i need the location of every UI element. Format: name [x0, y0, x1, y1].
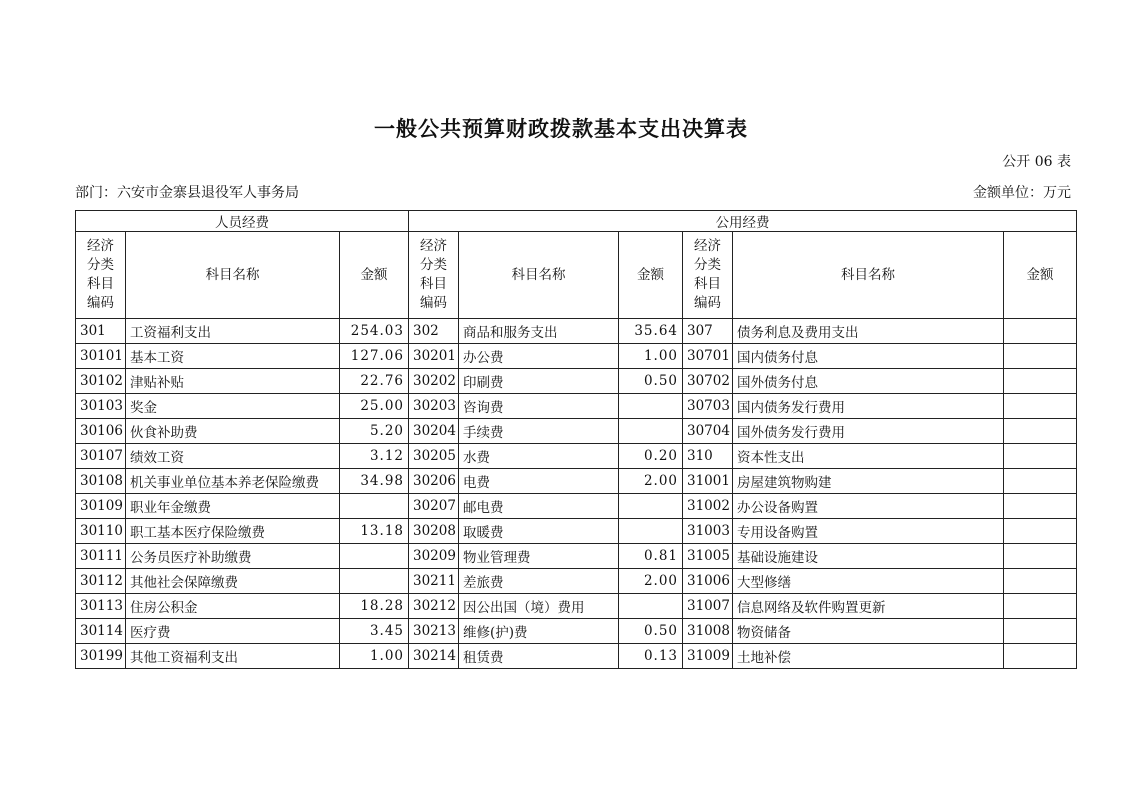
cell-code: 30201 — [409, 344, 459, 369]
cell-amount: 2.00 — [619, 569, 683, 594]
cell-amount — [619, 519, 683, 544]
cell-amount — [1004, 319, 1077, 344]
col-header-name: 科目名称 — [459, 232, 619, 319]
cell-amount — [1004, 519, 1077, 544]
table-row — [76, 394, 1077, 419]
cell-code: 30205 — [409, 444, 459, 469]
cell-code: 30102 — [76, 369, 126, 394]
cell-code: 310 — [683, 444, 733, 469]
cell-code: 30202 — [409, 369, 459, 394]
table-row — [76, 369, 1077, 394]
cell-code: 30109 — [76, 494, 126, 519]
col-header-code-text: 经济分类科目编码 — [694, 238, 721, 311]
cell-code: 30701 — [683, 344, 733, 369]
cell-code: 31008 — [683, 619, 733, 644]
cell-name: 国外债务发行费用 — [733, 419, 1004, 444]
cell-name: 因公出国（境）费用 — [459, 594, 619, 619]
cell-name: 基础设施建设 — [733, 544, 1004, 569]
cell-code: 30112 — [76, 569, 126, 594]
cell-name: 土地补偿 — [733, 644, 1004, 669]
cell-code: 30207 — [409, 494, 459, 519]
cell-name: 差旅费 — [459, 569, 619, 594]
cell-code: 31005 — [683, 544, 733, 569]
cell-code: 307 — [683, 319, 733, 344]
personnel-expense-group-header: 人员经费 — [76, 211, 409, 232]
cell-amount: 35.64 — [619, 319, 683, 344]
col-header-code — [76, 232, 126, 319]
cell-code: 30101 — [76, 344, 126, 369]
cell-name: 邮电费 — [459, 494, 619, 519]
cell-amount: 127.06 — [340, 344, 409, 369]
cell-name: 其他社会保障缴费 — [126, 569, 340, 594]
cell-amount: 0.20 — [619, 444, 683, 469]
col-header-code-text: 经济分类科目编码 — [420, 238, 447, 311]
public-expense-group-header: 公用经费 — [409, 211, 1077, 232]
cell-code: 31001 — [683, 469, 733, 494]
cell-amount: 1.00 — [340, 644, 409, 669]
table-row — [76, 319, 1077, 344]
cell-name: 津贴补贴 — [126, 369, 340, 394]
cell-amount: 3.12 — [340, 444, 409, 469]
cell-name: 办公设备购置 — [733, 494, 1004, 519]
cell-name: 机关事业单位基本养老保险缴费 — [126, 469, 340, 494]
col-header-amount: 金额 — [619, 232, 683, 319]
cell-name: 物资储备 — [733, 619, 1004, 644]
cell-amount — [340, 544, 409, 569]
cell-name: 奖金 — [126, 394, 340, 419]
cell-amount: 5.20 — [340, 419, 409, 444]
table-row — [76, 594, 1077, 619]
cell-amount: 18.28 — [340, 594, 409, 619]
cell-name: 维修(护)费 — [459, 619, 619, 644]
cell-amount — [1004, 444, 1077, 469]
col-header-code — [683, 232, 733, 319]
table-row — [76, 544, 1077, 569]
cell-amount: 34.98 — [340, 469, 409, 494]
cell-code: 30211 — [409, 569, 459, 594]
cell-code: 30702 — [683, 369, 733, 394]
cell-name: 手续费 — [459, 419, 619, 444]
table-row — [76, 619, 1077, 644]
cell-amount — [619, 494, 683, 519]
cell-name: 伙食补助费 — [126, 419, 340, 444]
cell-amount — [1004, 344, 1077, 369]
cell-name: 医疗费 — [126, 619, 340, 644]
cell-amount: 254.03 — [340, 319, 409, 344]
col-header-name: 科目名称 — [733, 232, 1004, 319]
cell-name: 公务员医疗补助缴费 — [126, 544, 340, 569]
cell-code: 30103 — [76, 394, 126, 419]
cell-code: 30213 — [409, 619, 459, 644]
cell-amount — [340, 569, 409, 594]
cell-name: 取暖费 — [459, 519, 619, 544]
cell-name: 商品和服务支出 — [459, 319, 619, 344]
cell-name: 专用设备购置 — [733, 519, 1004, 544]
table-row — [76, 569, 1077, 594]
cell-name: 租赁费 — [459, 644, 619, 669]
cell-name: 其他工资福利支出 — [126, 644, 340, 669]
col-header-amount: 金额 — [1004, 232, 1077, 319]
col-header-code-text: 经济分类科目编码 — [87, 238, 114, 311]
cell-amount — [1004, 544, 1077, 569]
cell-code: 30108 — [76, 469, 126, 494]
cell-code: 30114 — [76, 619, 126, 644]
cell-name: 房屋建筑物购建 — [733, 469, 1004, 494]
table-row — [76, 644, 1077, 669]
cell-name: 物业管理费 — [459, 544, 619, 569]
cell-amount: 1.00 — [619, 344, 683, 369]
cell-code: 31009 — [683, 644, 733, 669]
cell-name: 咨询费 — [459, 394, 619, 419]
form-number: 公开 06 表 — [1002, 154, 1071, 170]
cell-name: 印刷费 — [459, 369, 619, 394]
cell-code: 30204 — [409, 419, 459, 444]
cell-amount — [1004, 619, 1077, 644]
cell-code: 30107 — [76, 444, 126, 469]
cell-name: 绩效工资 — [126, 444, 340, 469]
cell-code: 301 — [76, 319, 126, 344]
page-title: 一般公共预算财政拨款基本支出决算表 — [374, 117, 748, 141]
table-row — [76, 494, 1077, 519]
cell-name: 国内债务发行费用 — [733, 394, 1004, 419]
cell-code: 30203 — [409, 394, 459, 419]
cell-name: 住房公积金 — [126, 594, 340, 619]
cell-name: 办公费 — [459, 344, 619, 369]
cell-name: 大型修缮 — [733, 569, 1004, 594]
department-label: 部门：六安市金寨县退役军人事务局 — [75, 185, 299, 201]
cell-amount: 22.76 — [340, 369, 409, 394]
cell-code: 31003 — [683, 519, 733, 544]
cell-code: 30209 — [409, 544, 459, 569]
cell-amount — [340, 494, 409, 519]
cell-amount — [1004, 594, 1077, 619]
cell-name: 债务利息及费用支出 — [733, 319, 1004, 344]
cell-name: 职业年金缴费 — [126, 494, 340, 519]
cell-code: 30704 — [683, 419, 733, 444]
col-header-name: 科目名称 — [126, 232, 340, 319]
cell-name: 信息网络及软件购置更新 — [733, 594, 1004, 619]
table-row — [76, 419, 1077, 444]
cell-amount — [1004, 469, 1077, 494]
amount-unit-label: 金额单位：万元 — [973, 185, 1071, 201]
cell-code: 30214 — [409, 644, 459, 669]
cell-name: 水费 — [459, 444, 619, 469]
table-row — [76, 519, 1077, 544]
cell-code: 30113 — [76, 594, 126, 619]
cell-amount — [619, 394, 683, 419]
cell-amount — [1004, 394, 1077, 419]
cell-code: 302 — [409, 319, 459, 344]
table-row — [76, 444, 1077, 469]
cell-amount — [619, 419, 683, 444]
cell-name: 国内债务付息 — [733, 344, 1004, 369]
cell-amount — [1004, 569, 1077, 594]
cell-amount: 3.45 — [340, 619, 409, 644]
cell-code: 31002 — [683, 494, 733, 519]
col-header-amount: 金额 — [340, 232, 409, 319]
cell-amount — [1004, 369, 1077, 394]
expenditure-table — [75, 210, 1077, 669]
cell-code: 31007 — [683, 594, 733, 619]
cell-code: 30111 — [76, 544, 126, 569]
cell-code: 30206 — [409, 469, 459, 494]
cell-code: 30106 — [76, 419, 126, 444]
cell-amount: 0.50 — [619, 619, 683, 644]
table-row — [76, 469, 1077, 494]
cell-amount: 0.13 — [619, 644, 683, 669]
cell-name: 资本性支出 — [733, 444, 1004, 469]
cell-amount — [1004, 419, 1077, 444]
cell-name: 国外债务付息 — [733, 369, 1004, 394]
cell-name: 基本工资 — [126, 344, 340, 369]
cell-amount: 13.18 — [340, 519, 409, 544]
cell-amount — [1004, 644, 1077, 669]
cell-code: 30212 — [409, 594, 459, 619]
cell-code: 31006 — [683, 569, 733, 594]
table-row — [76, 344, 1077, 369]
cell-amount: 2.00 — [619, 469, 683, 494]
cell-name: 工资福利支出 — [126, 319, 340, 344]
cell-amount — [1004, 494, 1077, 519]
cell-amount: 0.50 — [619, 369, 683, 394]
cell-amount: 25.00 — [340, 394, 409, 419]
col-header-code — [409, 232, 459, 319]
cell-code: 30199 — [76, 644, 126, 669]
cell-amount: 0.81 — [619, 544, 683, 569]
cell-name: 电费 — [459, 469, 619, 494]
cell-name: 职工基本医疗保险缴费 — [126, 519, 340, 544]
cell-code: 30208 — [409, 519, 459, 544]
cell-amount — [619, 594, 683, 619]
cell-code: 30110 — [76, 519, 126, 544]
cell-code: 30703 — [683, 394, 733, 419]
